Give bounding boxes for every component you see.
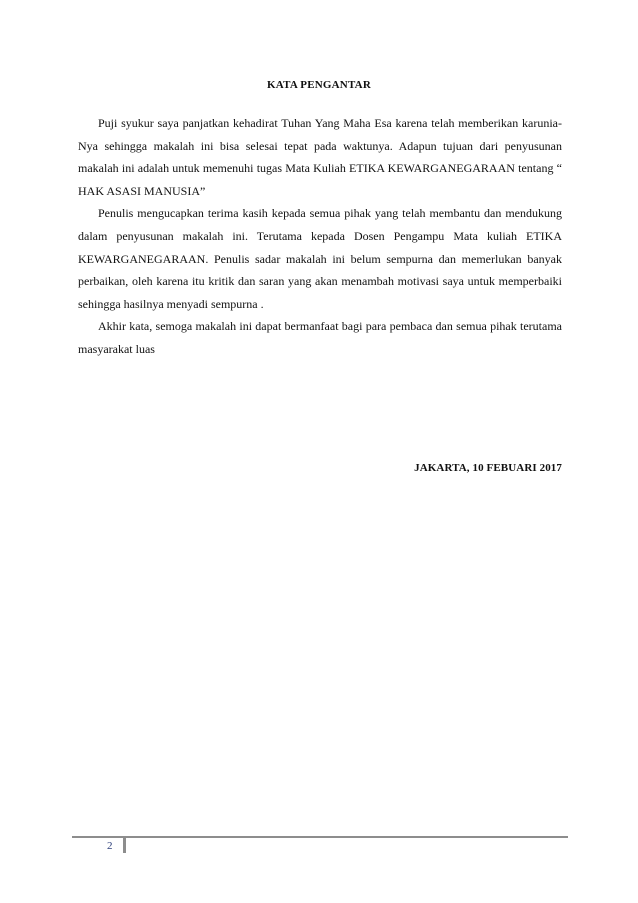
body-text [78, 112, 562, 361]
paragraph-thanks: Penulis mengucapkan terima kasih kepada semua pihak yang telah membantu dan mendukung dalam penyusunan makalah ini. Terutama kepada Dosen Pengampu Mata kuliah ETIKA KEWARGANEGARAAN. Penulis sadar makalah ini belum sempurna dan memerlukan banyak perbaikan, oleh karena itu kritik dan saran yang akan menambah motivasi saya untuk memperbaiki sehingga hasilnya menyadi sempurna . [78, 206, 562, 311]
paragraph-intro: Puji syukur saya panjatkan kehadirat Tuhan Yang Maha Esa karena telah memberikan karunia-Nya sehingga makalah ini bisa selesai tepat pada waktunya. Adapun tujuan dari penyusunan makalah ini adalah untuk memenuhi tugas Mata Kuliah ETIKA KEWARGANEGARAAN tentang “ HAK ASASI MANUSIA” [78, 116, 562, 198]
page-title: KATA PENGANTAR [267, 79, 371, 91]
page-number: 2 [107, 840, 113, 852]
place-date-signature: JAKARTA, 10 FEBUARI 2017 [414, 462, 562, 474]
footer-separator [123, 836, 126, 853]
paragraph-closing: Akhir kata, semoga makalah ini dapat bermanfaat bagi para pembaca dan semua pihak terutama masyarakat luas [78, 319, 562, 356]
footer-divider [72, 836, 568, 838]
